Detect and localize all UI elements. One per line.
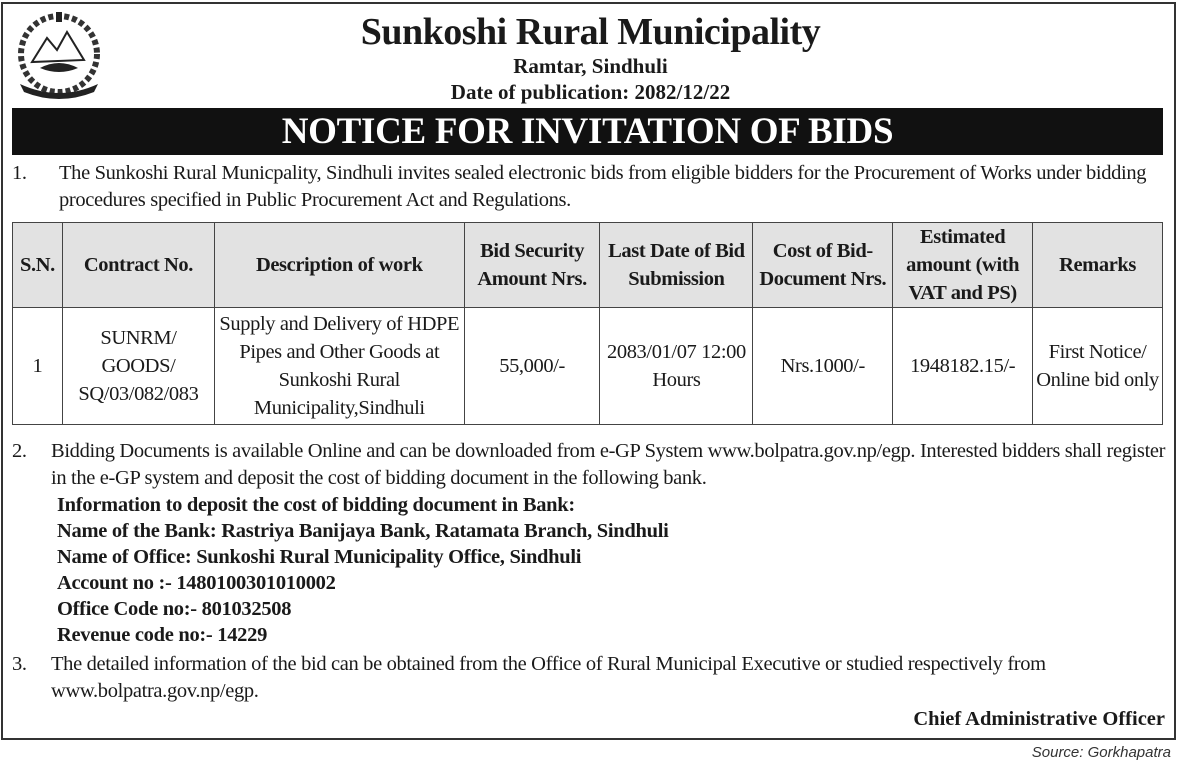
cell-last-date: 2083/01/07 12:00 Hours	[600, 308, 753, 425]
notice-title: NOTICE FOR INVITATION OF BIDS	[12, 108, 1163, 155]
column-header: Last Date of Bid Submission	[600, 223, 753, 308]
column-header: Estimated amount (with VAT and PS)	[893, 223, 1033, 308]
office-name: Name of Office: Sunkoshi Rural Municipality Office, Sindhuli	[57, 546, 582, 568]
municipality-address: Ramtar, Sindhuli	[513, 54, 668, 78]
cell-bid-security: 55,000/-	[464, 308, 600, 425]
table-header-row	[13, 223, 1163, 308]
table-row	[13, 308, 1163, 425]
source-credit: Source: Gorkhapatra	[1031, 744, 1171, 761]
bank-info	[57, 492, 669, 648]
column-header: S.N.	[13, 223, 63, 308]
cell-remarks: First Notice/ Online bid only	[1033, 308, 1163, 425]
cell-document-cost: Nrs.1000/-	[753, 308, 893, 425]
bank-name: Name of the Bank: Rastriya Banijaya Bank, Ratamata Branch, Sindhuli	[57, 520, 669, 542]
column-header: Bid Security Amount Nrs.	[464, 223, 600, 308]
paragraph-number: 1.	[12, 162, 27, 184]
revenue-code: Revenue code no:- 14229	[57, 624, 268, 646]
paragraph-2	[12, 438, 1172, 492]
cell-description: Supply and Delivery of HDPE Pipes and Other Goods at Sunkoshi Rural Municipality,Sindhuli	[214, 308, 464, 425]
account-number: Account no :- 1480100301010002	[57, 572, 336, 594]
paragraph-1	[12, 160, 1172, 214]
column-header: Contract No.	[62, 223, 214, 308]
cell-contract-no: SUNRM/ GOODS/ SQ/03/082/083	[62, 308, 214, 425]
paragraph-text: The detailed information of the bid can be obtained from the Office of Rural Municipal Executive or studied respectively from www.bolpatra.gov.np/egp.	[51, 653, 1046, 702]
cell-estimated-amount: 1948182.15/-	[893, 308, 1033, 425]
column-header: Description of work	[214, 223, 464, 308]
paragraph-text: The Sunkoshi Rural Municpality, Sindhuli invites sealed electronic bids from eligible bidders for the Procurement of Works under bidding procedures specified in Public Procurement Act and Regulations.	[59, 162, 1147, 211]
paragraph-3	[12, 651, 1172, 705]
office-code: Office Code no:- 801032508	[57, 598, 292, 620]
paragraph-number: 2.	[12, 440, 27, 462]
signatory: Chief Administrative Officer	[913, 708, 1165, 730]
cell-sn: 1	[13, 308, 63, 425]
publication-date: Date of publication: 2082/12/22	[450, 80, 731, 104]
paragraph-text: Bidding Documents is available Online and can be downloaded from e-GP System www.bolpatra.gov.np/egp. Interested bidders shall register in the e-GP system and deposit the cost of bidding document in the following bank.	[51, 440, 1166, 489]
column-header: Remarks	[1033, 223, 1163, 308]
column-header: Cost of Bid-Document Nrs.	[753, 223, 893, 308]
bank-info-heading: Information to deposit the cost of bidding document in Bank:	[57, 494, 575, 516]
paragraph-number: 3.	[12, 653, 27, 675]
bids-table	[12, 222, 1163, 425]
municipality-name: Sunkoshi Rural Municipality	[360, 11, 821, 53]
